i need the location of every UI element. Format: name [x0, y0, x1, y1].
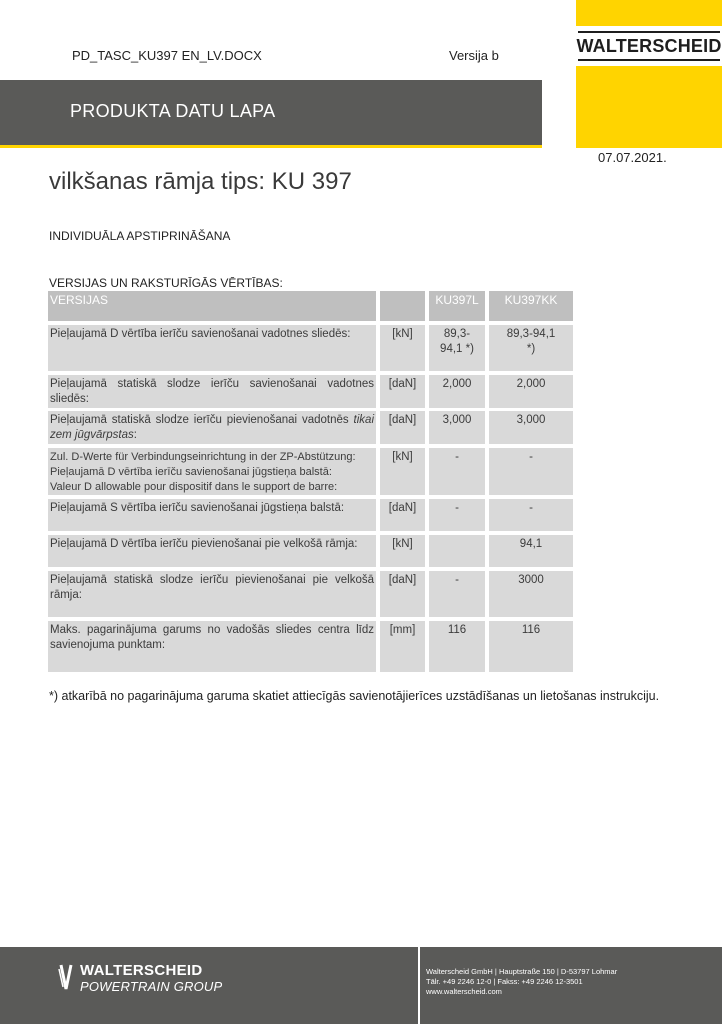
- table-row-desc-emphasis: tikai zem jūgvārpstas: [50, 414, 374, 441]
- table-row-ku397kk: 89,3-94,1 *): [489, 325, 573, 371]
- footer-website[interactable]: www.walterscheid.com: [426, 987, 502, 996]
- table-row-ku397l: 89,3-94,1 *): [429, 325, 485, 371]
- table-row-ku397kk: 116: [489, 621, 573, 672]
- footer-address: Walterscheid GmbH | Hauptstraße 150 | D-53797 Lohmar: [426, 967, 618, 976]
- walterscheid-emblem-icon: [58, 963, 74, 991]
- table-row-ku397kk: -: [489, 448, 573, 495]
- table-row-desc: Maks. pagarinājuma garums no vadošās sliedes centra līdz savienojuma punktam:: [48, 621, 376, 672]
- page-title: vilkšanas rāmja tips: KU 397: [49, 168, 352, 195]
- table-row-ku397kk: 3,000: [489, 411, 573, 444]
- table-row-desc-tail: :: [133, 429, 137, 441]
- footer-brand: WALTERSCHEID: [80, 962, 203, 979]
- document-filename: PD_TASC_KU397 EN_LV.DOCX: [72, 48, 262, 63]
- table-row-ku397kk: 3000: [489, 571, 573, 617]
- table-row-unit: [daN]: [380, 499, 425, 531]
- table-row-desc: Pieļaujamā D vērtība ierīču savienošanai vadotnes sliedēs:: [48, 325, 376, 371]
- table-row-ku397l: 116: [429, 621, 485, 672]
- section-heading: VERSIJAS UN RAKSTURĪGĀS VĒRTĪBAS:: [49, 276, 283, 290]
- table-row-unit: [kN]: [380, 325, 425, 371]
- table-row-ku397l: -: [429, 499, 485, 531]
- table-row-desc-text: Pieļaujamā statiskā slodze ierīču pievienošanai vadotnēs: [50, 414, 349, 426]
- table-row-unit: [daN]: [380, 571, 425, 617]
- band-title: PRODUKTA DATU LAPA: [70, 101, 276, 121]
- table-row-desc-fr: Valeur D allowable pour dispositif dans le support de barre:: [50, 481, 338, 493]
- table-row-desc: [48, 448, 376, 495]
- table-header-ku397kk: KU397KK: [489, 291, 573, 321]
- table-row-desc: Pieļaujamā D vērtība ierīču pievienošanai pie velkošā rāmja:: [48, 535, 376, 567]
- table-row-desc: [48, 411, 376, 444]
- table-row-unit: [daN]: [380, 411, 425, 444]
- table-header-unit: [380, 291, 425, 321]
- table-header-versions: VERSIJAS: [48, 291, 376, 321]
- footer-phone: Tālr. +49 2246 12-0 | Fakss: +49 2246 12-3501: [426, 977, 583, 986]
- walterscheid-logo: WALTERSCHEID: [578, 31, 720, 61]
- table-header-ku397l: KU397L: [429, 291, 485, 321]
- document-date: 07.07.2021.: [598, 150, 667, 165]
- table-row-ku397l: 3,000: [429, 411, 485, 444]
- table-row-unit: [mm]: [380, 621, 425, 672]
- table-row-ku397kk: -: [489, 499, 573, 531]
- title-band-accent: [0, 145, 542, 148]
- footer-divider: [418, 947, 420, 1024]
- table-row-desc: Pieļaujamā statiskā slodze ierīču pievienošanai pie velkošā rāmja:: [48, 571, 376, 617]
- table-row-desc: Pieļaujamā S vērtība ierīču savienošanai jūgstieņa balstā:: [48, 499, 376, 531]
- table-row-unit: [daN]: [380, 375, 425, 408]
- document-version: Versija b: [449, 48, 499, 63]
- table-row-unit: [kN]: [380, 535, 425, 567]
- table-row-desc-de: Zul. D-Werte für Verbindungseinrichtung in der ZP-Abstützung:: [50, 451, 356, 463]
- brand-yellow-block: [576, 0, 722, 148]
- table-row-ku397l: 2,000: [429, 375, 485, 408]
- table-row-ku397kk: 94,1: [489, 535, 573, 567]
- approval-subtitle: INDIVIDUĀLA APSTIPRINĀŠANA: [49, 229, 231, 243]
- footnote: *) atkarībā no pagarinājuma garuma skatiet attiecīgās savienotājierīces uzstādīšanas un lietošanas instrukciju.: [49, 689, 660, 703]
- table-row-ku397l: -: [429, 448, 485, 495]
- table-row-desc: Pieļaujamā statiskā slodze ierīču savienošanai vadotnes sliedēs:: [48, 375, 376, 408]
- table-row-unit: [kN]: [380, 448, 425, 495]
- table-row-ku397l: [429, 535, 485, 567]
- footer-group: POWERTRAIN GROUP: [80, 979, 223, 994]
- table-row-ku397l: -: [429, 571, 485, 617]
- table-row-desc-lv: Pieļaujamā D vērtība ierīču savienošanai jūgstieņa balstā:: [50, 466, 332, 478]
- table-row-ku397kk: 2,000: [489, 375, 573, 408]
